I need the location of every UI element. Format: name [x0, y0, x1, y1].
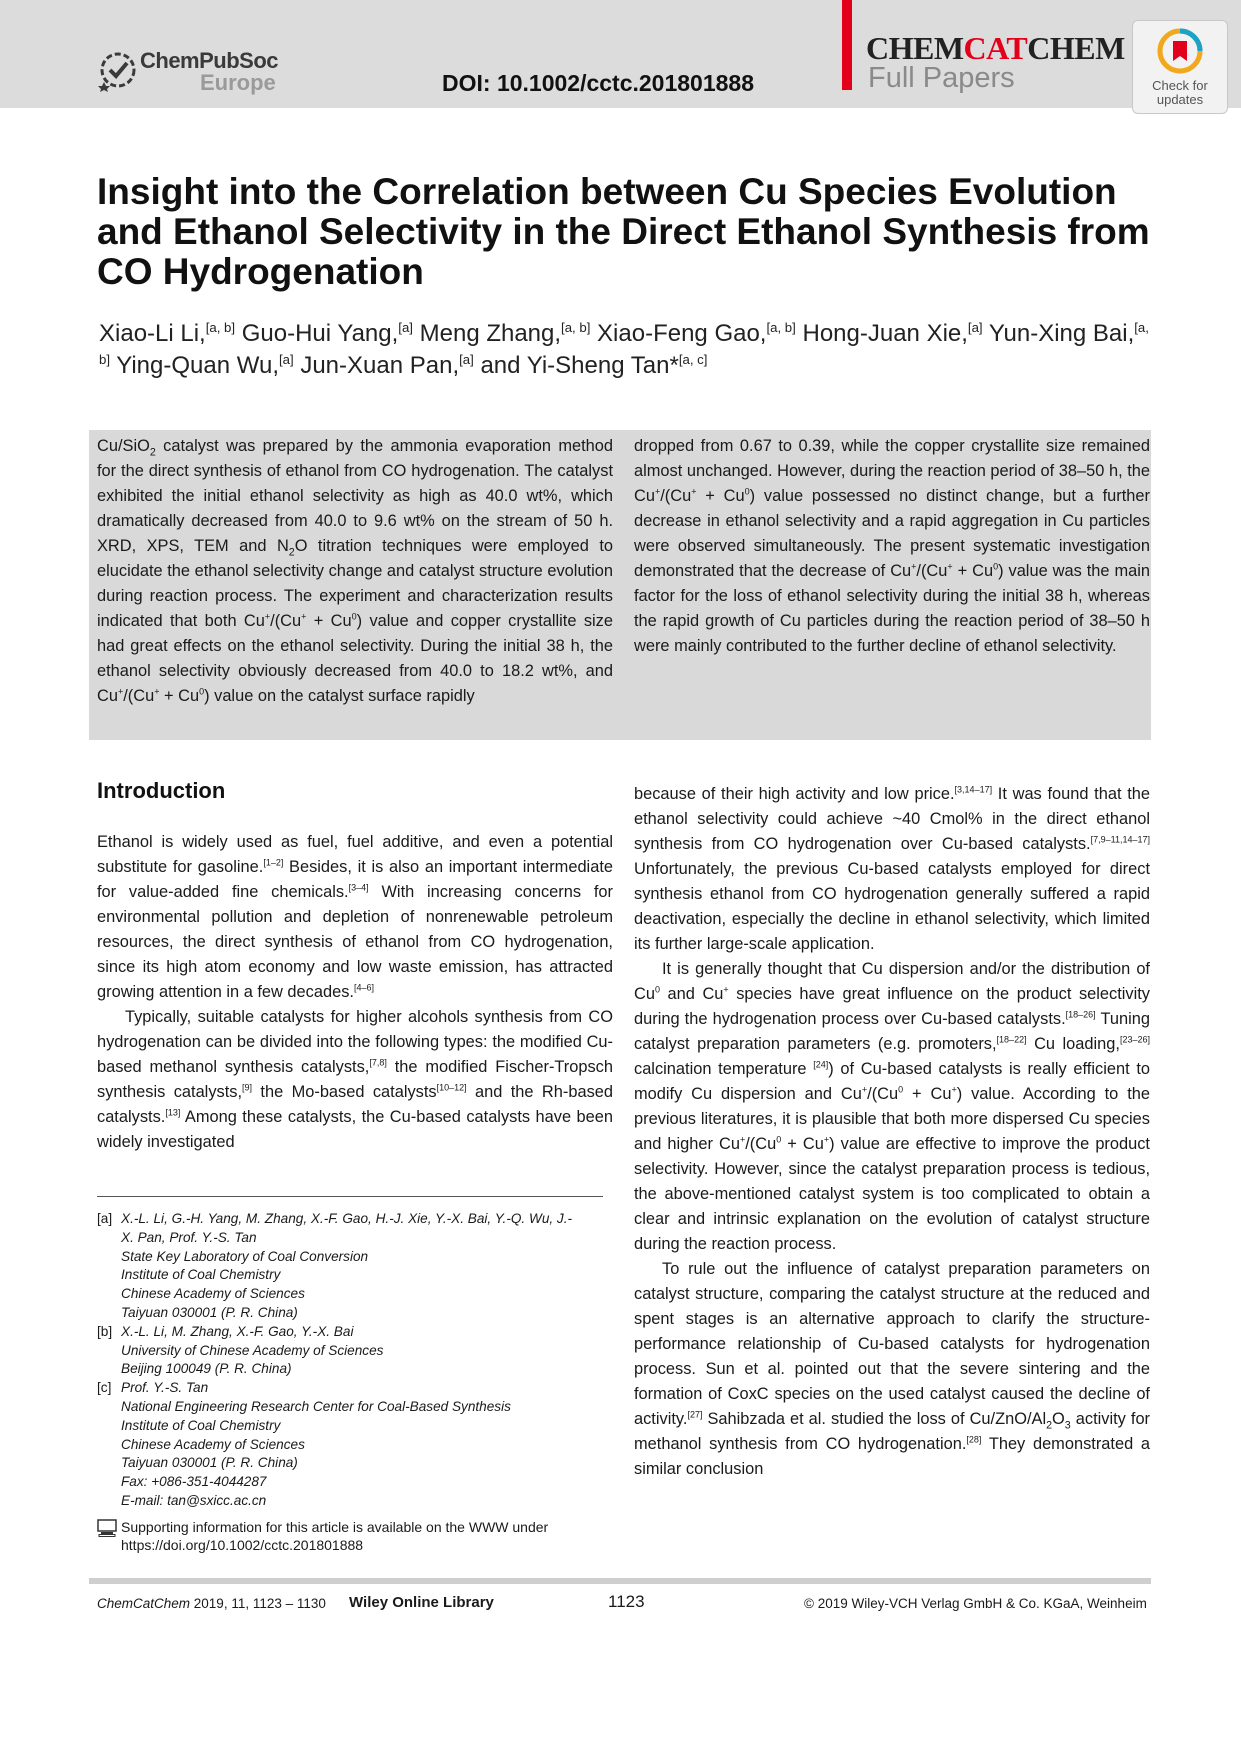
check-updates-label	[1133, 79, 1227, 107]
affiliations	[97, 1210, 617, 1511]
copyright: © 2019 Wiley-VCH Verlag GmbH & Co. KGaA, Weinheim	[804, 1596, 1147, 1611]
citation-link[interactable]: [3–4]	[348, 882, 369, 893]
footer-citation	[97, 1596, 326, 1611]
chempubsoc-logo-icon	[96, 48, 140, 92]
journal-accent-bar	[842, 0, 852, 90]
journal-name-part3: CHEM	[1027, 30, 1125, 66]
citation-link[interactable]: [4–6]	[353, 982, 374, 993]
author: Jun-Xuan Pan,[a]	[300, 352, 474, 379]
supporting-information-note	[97, 1518, 631, 1554]
citation-link[interactable]: [24]	[813, 1059, 829, 1070]
citation-link[interactable]: [27]	[687, 1409, 703, 1420]
abstract-right-column: dropped from 0.67 to 0.39, while the copper crystallite size remained almost unchanged. However, during the reaction period of 38–50 h, the $Cu^+/(Cu^+ + Cu^0)$ value possessed no distinct change, but a further decrease in ethanol selectivity and a rapid aggregation in Cu particles were observed simultaneously. The present systematic investigation demonstrated that the decrease of $Cu^+/(Cu^+ + Cu^0)$ value was the main factor for the loss of ethanol selectivity during the initial 38 h, whereas the rapid growth of Cu particles during the reaction period of 38–50 h were mainly contributed to the further decline of ethanol selectivity.	[634, 437, 1150, 655]
check-updates-line1: Check for	[1152, 78, 1208, 93]
citation-link[interactable]: [18–22]	[996, 1034, 1027, 1045]
citation-link[interactable]: [23–26]	[1119, 1034, 1150, 1045]
citation-link[interactable]: [7,9–11,14–17]	[1090, 834, 1150, 845]
section-label: Full Papers	[868, 62, 1015, 94]
paragraph: Typically, suitable catalysts for higher alcohols synthesis from CO hydrogenation can be divided into the following types: the modified Cu-based methanol synthesis catalysts,[7,8] the modified Fischer-Tropsch synthesis catalysts,[9] the Mo-based catalysts[10–12] and the Rh-based catalysts.[13] Among these catalysts, the Cu-based catalysts have been widely investigated	[97, 1008, 613, 1151]
author: Guo-Hui Yang,[a]	[241, 320, 413, 347]
paragraph: To rule out the influence of catalyst preparation parameters on catalyst structure, comparing the catalyst structure at the reduced and spent stages is an alternative approach to clarify the structure-performance relationship of Cu-based catalysts for hydrogenation process. Sun et al. pointed out that the severe sintering and the formation of CoxC species on the used catalyst caused the decline of activity.[27] Sahibzada et al. studied the loss of $Cu/ZnO/Al_2O_3$ activity for methanol synthesis from CO hydrogenation.[28] They demonstrated a similar conclusion	[634, 1260, 1151, 1478]
citation-link[interactable]: [10–12]	[436, 1082, 467, 1093]
abstract-box	[89, 430, 1151, 740]
paragraph: Ethanol is widely used as fuel, fuel additive, and even a potential substitute for gasoline.[1–2] Besides, it is also an important intermediate for value-added fine chemicals.[3–4] With increasing concerns for environmental pollution and depletion of nonrenewable petroleum resources, the direct synthesis of ethanol from CO hydrogenation, since its high atom economy and low waste emission, has attracted growing attention in a few decades.[4–6]	[97, 833, 613, 1001]
affiliation-a: [a] X.-L. Li, G.-H. Yang, M. Zhang, X.-F. Gao, H.-J. Xie, Y.-X. Bai, Y.-Q. Wu, J.- X. Pan, Prof. Y.-S. Tan State Key Laboratory of Coal Conversion Institute of Coal Chemistry Chinese Academy of Sciences Taiyuan 030001 (P. R. China)	[97, 1211, 573, 1320]
left-body-column	[97, 830, 613, 1155]
footer-volume: 2019, 11, 1123 – 1130	[190, 1596, 326, 1611]
citation-link[interactable]: [18–26]	[1065, 1009, 1096, 1020]
footer-journal: ChemCatChem	[97, 1596, 191, 1611]
author: Yun-Xing Bai,[a, b]	[99, 320, 1149, 367]
right-body-column	[634, 782, 1150, 1482]
paragraph: It is generally thought that Cu dispersion and/or the distribution of Cu$^0$ and Cu+ species have great influence on the product selectivity during the hydrogenation process over Cu-based catalysts.[18–26] Tuning catalyst preparation parameters (e.g. promoters,[18–22] Cu loading,[23–26] calcination temperature [24]) of Cu-based catalysts is really efficient to modify Cu dispersion and $Cu^+/(Cu^0 + Cu^+)$ value. According to the previous literatures, it is plausible that both more dispersed Cu species and higher $Cu^+/(Cu^0 + Cu^+)$ value are effective to improve the product selectivity. However, since the catalyst preparation process is tedious, the above-mentioned catalyst system is too complicated to obtain a clear and intrinsic explanation on the evolution of catalyst structure during the reaction process.	[634, 960, 1150, 1253]
supporting-information-link[interactable]: Supporting information for this article is available on the WWW under https://doi.org/10.1002/cctc.201801888	[121, 1519, 549, 1553]
author: Hong-Juan Xie,[a]	[802, 320, 983, 347]
doi[interactable]: DOI: 10.1002/cctc.201801888	[442, 70, 755, 96]
computer-icon	[97, 1519, 117, 1537]
publisher-logo	[96, 46, 286, 98]
author-list	[99, 318, 1159, 382]
citation-link[interactable]: [1–2]	[263, 857, 284, 868]
article-title: Insight into the Correlation between Cu Species Evolution and Ethanol Selectivity in the Direct Ethanol Synthesis from CO Hydrogenation	[97, 171, 1150, 292]
author: Xiao-Li Li,[a, b]	[99, 320, 236, 347]
citation-link[interactable]: [3,14–17]	[954, 784, 993, 795]
introduction-heading: Introduction	[97, 778, 226, 803]
check-updates-line2: updates	[1156, 92, 1204, 107]
check-updates-icon	[1156, 27, 1204, 75]
author: and Yi-Sheng Tan*[a, c]	[480, 352, 708, 379]
affiliation-c: [c] Prof. Y.-S. Tan National Engineering Research Center for Coal-Based Synthesis Institute of Coal Chemistry Chinese Academy of Sciences Taiyuan 030001 (P. R. China) Fax: +086-351-4044287 E-mail: tan@sxicc.ac.cn	[97, 1379, 617, 1511]
citation-link[interactable]: [28]	[966, 1434, 982, 1445]
citation-link[interactable]: [9]	[242, 1082, 253, 1093]
corresponding-email[interactable]: E-mail: tan@sxicc.ac.cn	[121, 1492, 267, 1508]
abstract-left-column: Cu/SiO$_2$ catalyst was prepared by the ammonia evaporation method for the direct synthesis of ethanol from CO hydrogenation. The catalyst exhibited the initial ethanol selectivity as high as 40.0 wt%, which dramatically decreased from 40.0 to 9.6 wt% on the stream of 50 h. XRD, XPS, TEM and $N_2O$ titration techniques were employed to elucidate the ethanol selectivity change and catalyst structure evolution during reaction process. The experiment and characterization results indicated that both $Cu^+/(Cu^+ + Cu^0)$ value and copper crystallite size had great effects on the ethanol selectivity. During the initial 38 h, the ethanol selectivity obviously decreased from 40.0 to 18.2 wt%, and $Cu^+/(Cu^+ + Cu^0)$ value on the catalyst surface rapidly	[97, 437, 613, 705]
publisher-sub: Europe	[200, 70, 276, 95]
journal-name-part2: CAT	[963, 30, 1028, 66]
affiliation-b: [b] X.-L. Li, M. Zhang, X.-F. Gao, Y.-X. Bai University of Chinese Academy of Sciences Beijing 100049 (P. R. China)	[97, 1323, 384, 1377]
author: Ying-Quan Wu,[a]	[116, 352, 294, 379]
check-for-updates-button[interactable]	[1132, 20, 1228, 114]
publisher-name: ChemPubSoc	[140, 48, 279, 73]
citation-link[interactable]: [7,8]	[369, 1057, 387, 1068]
page-number: 1123	[608, 1592, 645, 1611]
journal-name-part1: CHEM	[866, 30, 964, 66]
footnote-divider	[97, 1196, 603, 1197]
footer-divider	[89, 1578, 1151, 1584]
citation-link[interactable]: [13]	[165, 1107, 181, 1118]
author: Xiao-Feng Gao,[a, b]	[597, 320, 796, 347]
wiley-online-library-link[interactable]: Wiley Online Library	[349, 1594, 494, 1611]
author: Meng Zhang,[a, b]	[419, 320, 591, 347]
paragraph: because of their high activity and low price.[3,14–17] It was found that the ethanol selectivity could achieve ~40 Cmol% in the direct ethanol synthesis from CO hydrogenation over Cu-based catalysts.[7,9–11,14–17] Unfortunately, the previous Cu-based catalysts employed for direct synthesis ethanol from CO hydrogenation generally suffered a rapid deactivation, especially the decline in ethanol selectivity, which limited its further large-scale application.	[634, 784, 1150, 953]
